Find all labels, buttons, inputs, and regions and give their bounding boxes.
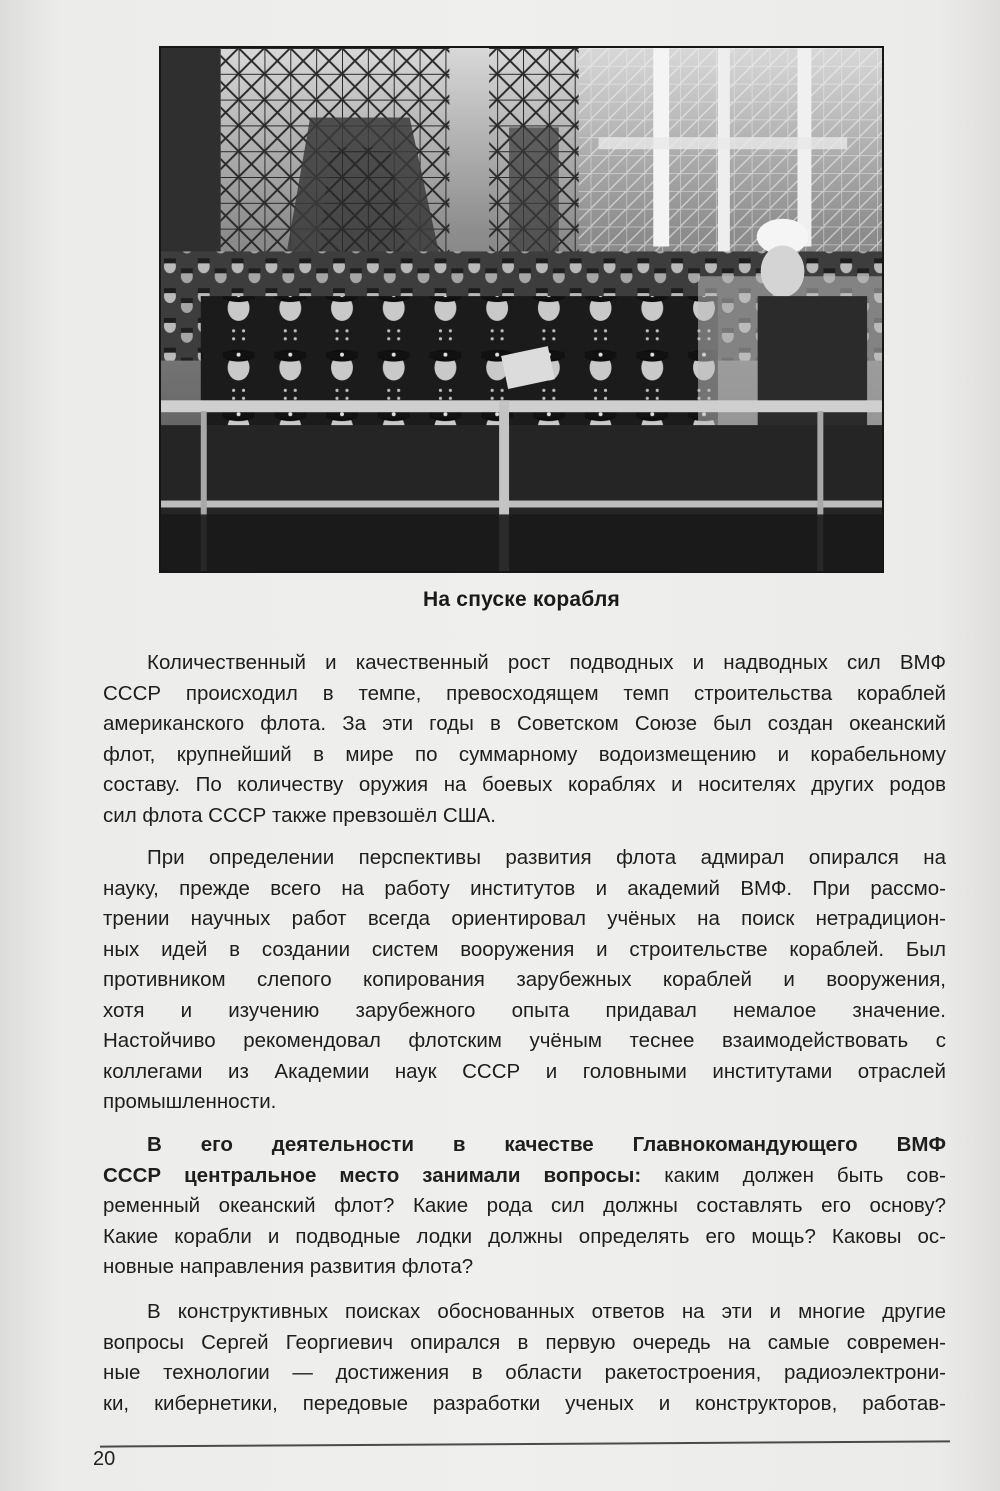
photo-illustration [161,48,882,571]
photo-caption: На спуске корабля [423,588,620,611]
text-line: вопросы Сергей Георгиевич опирался в первую очередь на самые современ- [103,1330,946,1354]
text-line: новные направления развития флота? [103,1255,474,1278]
text-line: коллегами из Академии наук СССР и головными институтами отраслей [103,1059,946,1083]
text-line: При определении перспективы развития флота адмирал опирался на [147,846,946,869]
text-line: ные технологии — достижения в области ракетостроения, радиоэлектрони- [103,1361,946,1384]
text-line: ки, кибернетики, передовые разработки ученых и конструкторов, работав- [103,1391,946,1415]
page-number: 20 [93,1448,116,1470]
text-line: Какие корабли и подводные лодки должны определять его мощь? Каковы ос- [103,1224,946,1248]
text-line: В конструктивных поисках обоснованных ответов на эти и многие другие [147,1300,946,1323]
text-line: противником слепого копирования зарубежных кораблей и вооружения, [103,968,946,991]
paragraph-4 [103,1297,946,1419]
text-line-mixed [103,1161,946,1192]
paragraph-2 [103,843,946,1118]
text-line: науку, прежде всего на работу институтов и академий ВМФ. При рассмо- [103,876,946,900]
text-line: составу. По количеству оружия на боевых кораблях и носителях других родов [103,773,946,796]
text-line: Настойчиво рекомендовал флотским учёным теснее взаимодействовать с [103,1029,946,1052]
text-line: ременный океанский флот? Какие рода сил должны составлять его основу? [103,1194,946,1217]
text-line: СССР происходил в темпе, превосходящем темп строительства кораблей [103,681,946,705]
paragraph-1 [103,648,946,831]
text-line: ных идей в создании систем вооружения и строительстве кораблей. Был [103,937,946,961]
footer-rule [100,1440,950,1447]
text-line: хотя и изучению зарубежного опыта придавал немалое значение. [103,998,946,1022]
text-line-bold: В его деятельности в качестве Главнокомандующего ВМФ [147,1133,946,1156]
text-line: трении научных работ всегда ориентировал учёных на поиск нетрадицион- [103,907,946,930]
text-line: Количественный и качественный рост подводных и надводных сил ВМФ [147,651,946,674]
text-line: сил флота СССР также превзошёл США. [103,803,496,827]
paragraph-3 [103,1130,946,1283]
text-line: флот, крупнейший в мире по суммарному водоизмещению и корабельному [103,742,946,766]
ship-launch-photo [159,46,884,573]
bold-phrase: СССР центральное место занимали вопросы: [103,1163,642,1187]
normal-phrase: каким должен быть сов- [664,1163,947,1187]
text-line: американского флота. За эти годы в Советском Союзе был создан океанский [103,712,946,735]
text-line: промышленности. [103,1090,277,1113]
